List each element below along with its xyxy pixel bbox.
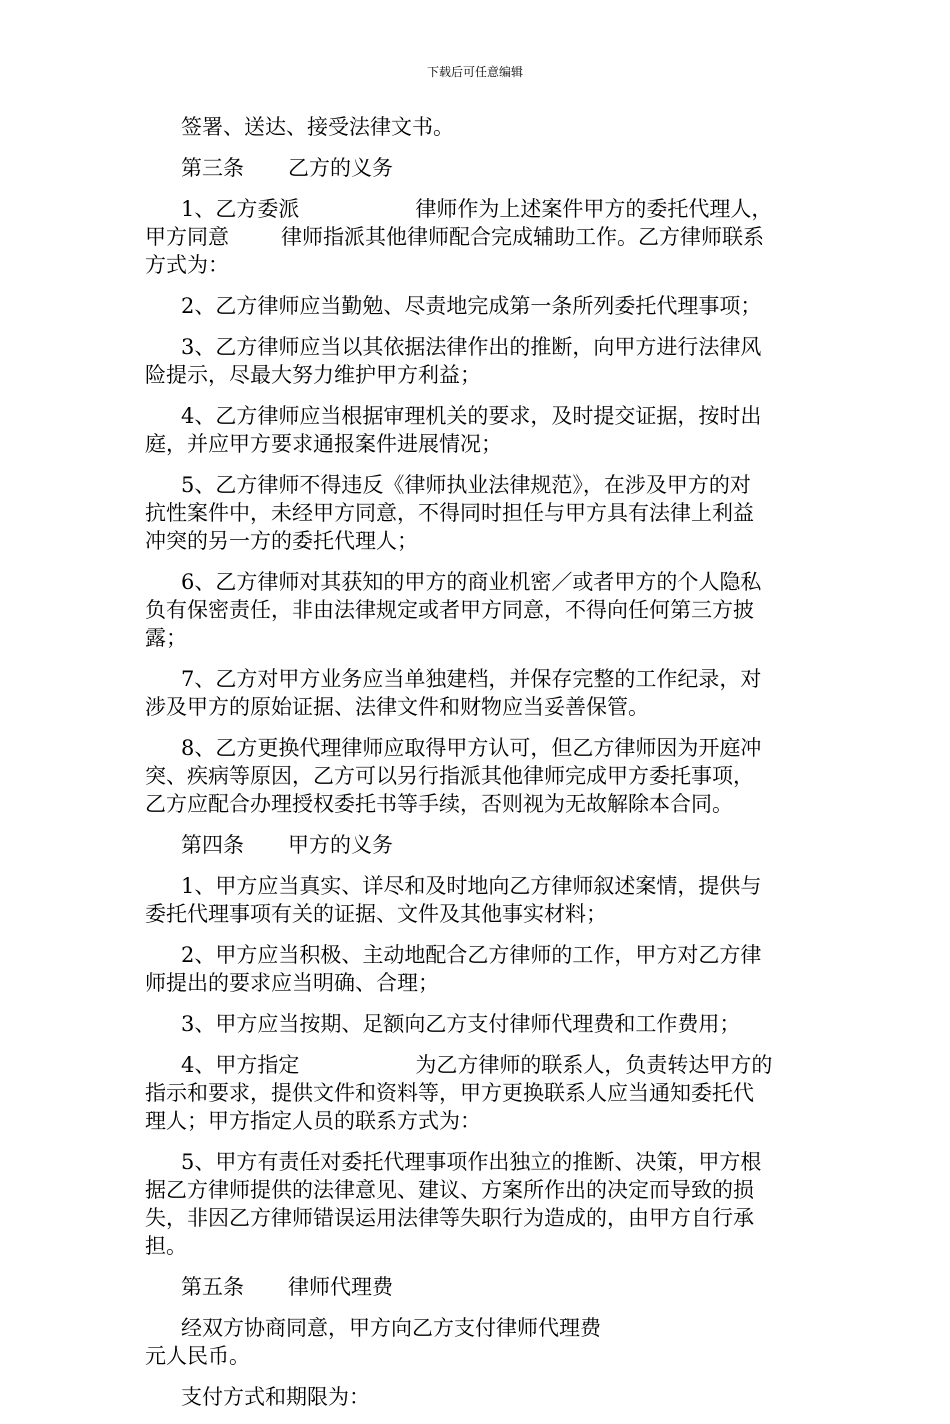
paragraph: 5、甲方有责任对委托代理事项作出独立的推断、决策，甲方根 据乙方律师提供的法律意见、建议、方案所作出的决定而导致的损 失，非因乙方律师错误运用法律等失职行为造成的，由甲方自行承 担。 [145,1150,762,1258]
paragraph-text: 签署、送达、接受法律文书。 [181,115,454,139]
paragraph: 3、甲方应当按期、足额向乙方支付律师代理费和工作费用； [181,1012,741,1036]
paragraph: 2、乙方律师应当勤勉、尽责地完成第一条所列委托代理事项； [181,294,762,318]
paragraph: 1、甲方应当真实、详尽和及时地向乙方律师叙述案情，提供与 委托代理事项有关的证据、文件及其他事实材料； [145,874,762,926]
paragraph [145,113,805,141]
paragraph: 8、乙方更换代理律师应取得甲方认可，但乙方律师因为开庭冲 突、疾病等原因，乙方可以另行指派其他律师完成甲方委托事项， 乙方应配合办理授权委托书等手续，否则视为无故解除本合同。 [145,736,762,816]
paragraph: 7、乙方对甲方业务应当单独建档，并保存完整的工作纪录，对 涉及甲方的原始证据、法律文件和财物应当妥善保管。 [145,667,762,719]
paragraph: 5、乙方律师不得违反《律师执业法律规范》，在涉及甲方的对 抗性案件中，未经甲方同意，不得同时担任与甲方具有法律上利益 冲突的另一方的委托代理人； [145,473,754,553]
paragraph: 1、乙方委派 律师作为上述案件甲方的委托代理人， 甲方同意 律师指派其他律师配合完成辅助工作。乙方律师联系 方式为： [145,197,773,277]
article-heading-3 [145,154,805,182]
paragraph: 2、甲方应当积极、主动地配合乙方律师的工作，甲方对乙方律 师提出的要求应当明确、合理； [145,943,762,995]
paragraph: 6、乙方律师对其获知的甲方的商业机密／或者甲方的个人隐私 负有保密责任，非由法律规定或者甲方同意，不得向任何第三方披 露； [145,570,762,650]
article-title: 甲方的义务 [288,833,393,857]
article-heading-5 [145,1273,805,1301]
document-body [145,113,805,1424]
paragraph: 3、乙方律师应当以其依据法律作出的推断，向甲方进行法律风 险提示，尽最大努力维护甲方利益； [145,335,762,387]
paragraph: 支付方式和期限为： [181,1385,370,1409]
article-number: 第五条 [181,1275,244,1299]
article-number: 第四条 [181,833,244,857]
article-title: 乙方的义务 [288,156,393,180]
article-number: 第三条 [181,156,244,180]
page-header: 下载后可任意编辑 [426,65,523,79]
article-heading-4 [145,831,805,859]
paragraph: 4、甲方指定 为乙方律师的联系人，负责转达甲方的 指示和要求，提供文件和资料等，甲方更换联系人应当通知委托代 理人；甲方指定人员的联系方式为： [145,1053,773,1133]
paragraph: 经双方协商同意，甲方向乙方支付律师代理费 元人民币。 [145,1316,601,1368]
article-title: 律师代理费 [288,1275,393,1299]
paragraph: 4、乙方律师应当根据审理机关的要求，及时提交证据，按时出 庭，并应甲方要求通报案件进展情况； [145,404,762,456]
